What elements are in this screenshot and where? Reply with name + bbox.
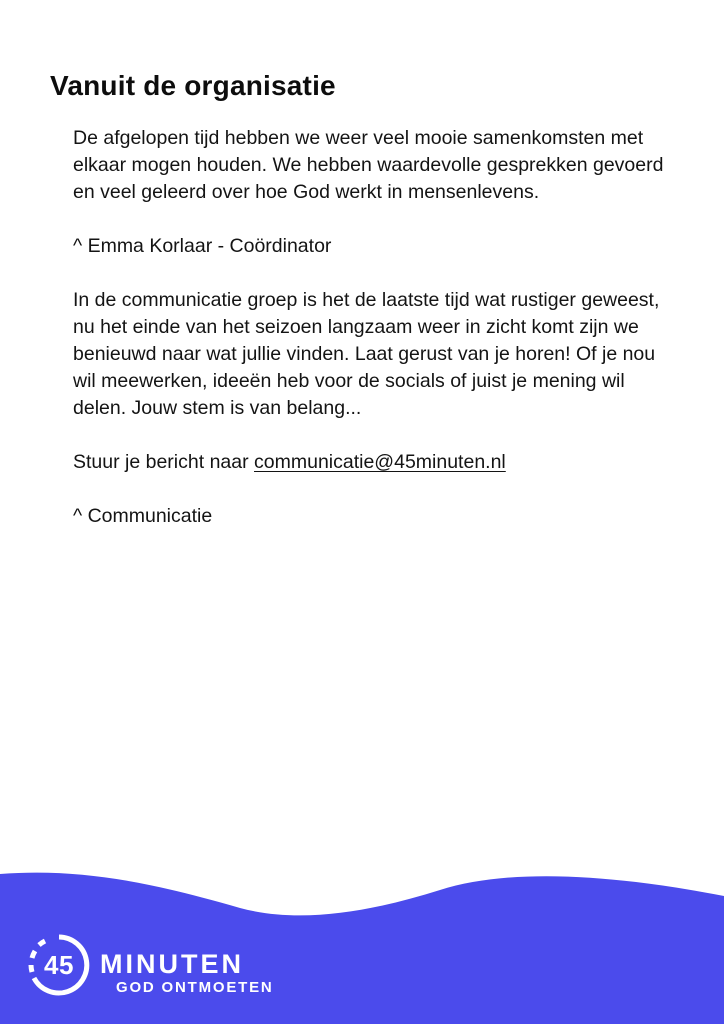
logo-number: 45 [44,950,74,980]
brand-logo [26,932,296,1002]
communication-signature: ^ Communicatie [73,505,213,527]
logo-word: MINUTEN [100,949,244,979]
contact-email-link[interactable]: communicatie@45minuten.nl [254,451,506,473]
communication-paragraph: In de communicatie groep is het de laatste tijd wat rustiger geweest, nu het einde van het seizoen langzaam weer in zicht komt zijn we benieuwd naar wat jullie vinden. Laat gerust van je horen! Of je nou wil meewerken, ideeën heb voor de socials of juist je mening wil delen. Jouw stem is van belang... [73,289,660,419]
intro-paragraph: De afgelopen tijd hebben we weer veel mooie samenkomsten met elkaar mogen houden. We hebben waardevolle gesprekken gevoerd en veel geleerd over hoe God werkt in mensenlevens. [73,127,664,203]
page-title: Vanuit de organisatie [50,70,336,101]
logo-tagline: GOD ONTMOETEN [116,979,274,996]
contact-line [73,449,673,476]
intro-signature: ^ Emma Korlaar - Coördinator [73,235,332,257]
article-body [73,125,673,557]
contact-prefix: Stuur je bericht naar [73,451,255,473]
